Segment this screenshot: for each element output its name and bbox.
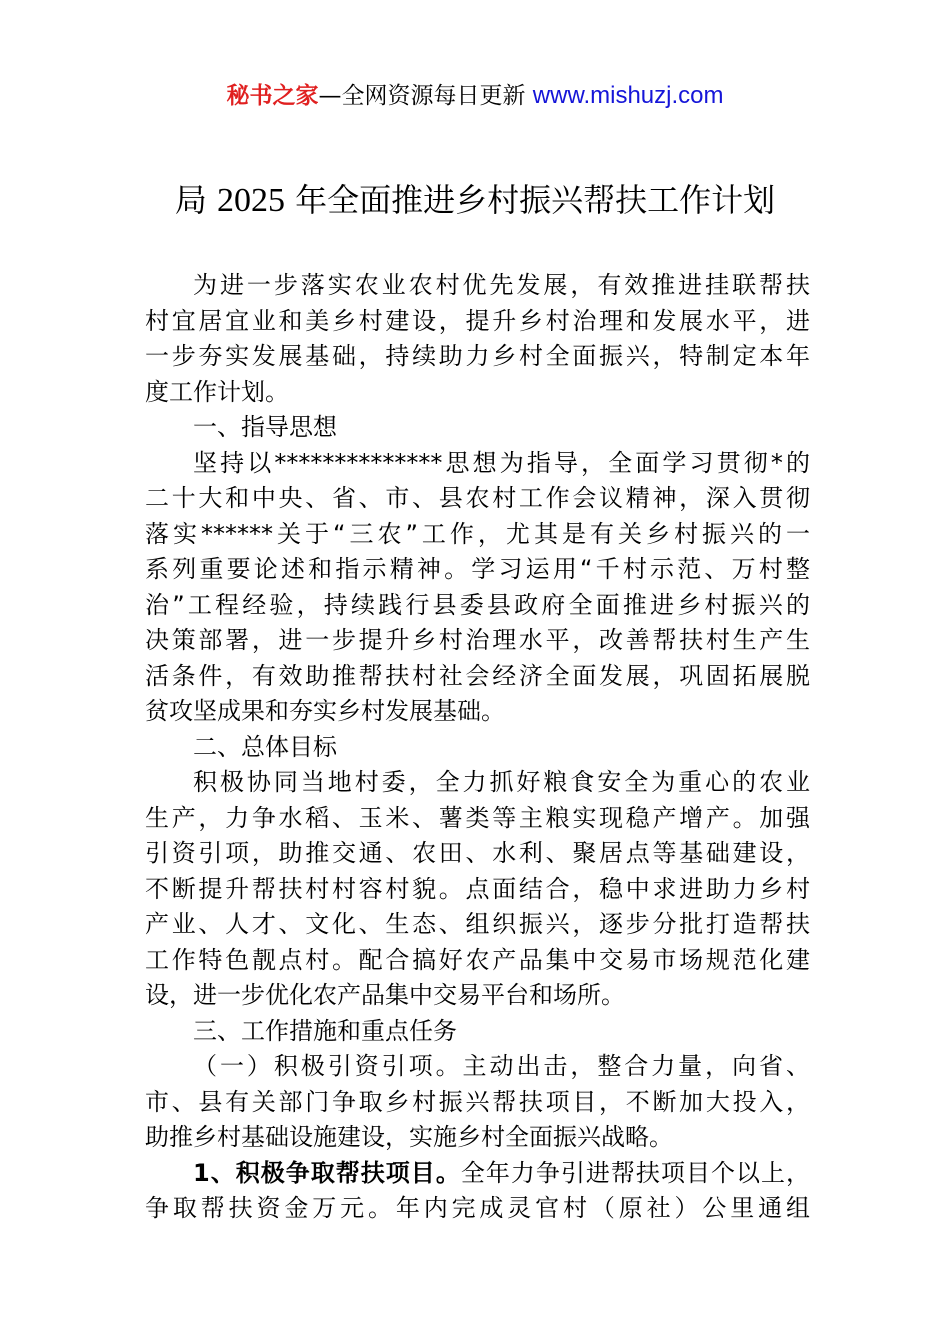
text-line: 村宜居宜业和美乡村建设，提升乡村治理和发展水平，进 bbox=[145, 306, 810, 335]
site-brand: 秘书之家 bbox=[226, 83, 319, 109]
subsection-heading: 1、积极争取帮扶项目。 bbox=[193, 1158, 461, 1187]
text-line: 决策部署，进一步提升乡村治理水平，改善帮扶村生产生 bbox=[145, 626, 810, 654]
title-year: 2025 bbox=[217, 182, 285, 219]
text-line: 不断提升帮扶村村容村貌。点面结合，稳中求进助力乡村 bbox=[145, 874, 810, 903]
text-line: 争取帮扶资金万元。年内完成灵官村（原社）公里通组 bbox=[145, 1194, 810, 1222]
section-heading: 二、总体目标 bbox=[193, 732, 337, 761]
text-line bbox=[145, 1156, 810, 1192]
title-prefix: 局 bbox=[174, 181, 217, 219]
text-line: 活条件，有效助推帮扶村社会经济全面发展，巩固拓展脱 bbox=[145, 661, 810, 690]
text-line: 系列重要论述和指示精神。学习运用“千村示范、万村整 bbox=[145, 555, 810, 583]
text-line: 生产，力争水稻、玉米、薯类等主粮实现稳产增产。加强 bbox=[145, 803, 810, 832]
text-line: 度工作计划。 bbox=[145, 377, 289, 406]
text-line: 坚持以**************思想为指导，全面学习贯彻*的 bbox=[193, 448, 810, 477]
text-line: （一）积极引资引项。主动出击，整合力量，向省、 bbox=[193, 1052, 810, 1080]
text-line: 二十大和中央、省、市、县农村工作会议精神，深入贯彻 bbox=[145, 484, 810, 512]
text-line: 产业、人才、文化、生态、组织振兴，逐步分批打造帮扶 bbox=[145, 910, 810, 938]
text-line: 工作特色靓点村。配合搞好农产品集中交易市场规范化建 bbox=[145, 945, 810, 974]
text-line: 为进一步落实农业农村优先发展，有效推进挂联帮扶 bbox=[193, 271, 810, 299]
text-line: 助推乡村基础设施建设，实施乡村全面振兴战略。 bbox=[145, 1123, 673, 1151]
text-line: 贫攻坚成果和夯实乡村发展基础。 bbox=[145, 697, 505, 725]
text-line: 积极协同当地村委，全力抓好粮食安全为重心的农业 bbox=[193, 768, 810, 796]
text-line: 市、县有关部门争取乡村振兴帮扶项目，不断加大投入， bbox=[145, 1087, 810, 1116]
text-line-rest: 全年力争引进帮扶项目个以上， bbox=[460, 1158, 811, 1187]
site-header bbox=[0, 80, 950, 112]
document-body bbox=[145, 268, 810, 1227]
section-heading: 三、工作措施和重点任务 bbox=[193, 1016, 457, 1045]
site-slogan: —全网资源每日更新 bbox=[318, 83, 533, 109]
text-line: 落实******关于“三农”工作，尤其是有关乡村振兴的一 bbox=[145, 519, 810, 548]
title-suffix: 年全面推进乡村振兴帮扶工作计划 bbox=[285, 181, 776, 219]
text-line: 引资引项，助推交通、农田、水利、聚居点等基础建设， bbox=[145, 839, 810, 867]
text-line: 设，进一步优化农产品集中交易平台和场所。 bbox=[145, 981, 625, 1009]
site-url-link[interactable]: www.mishuzj.com bbox=[532, 82, 724, 109]
text-line: 治”工程经验，持续践行县委县政府全面推进乡村振兴的 bbox=[145, 590, 810, 619]
section-heading: 一、指导思想 bbox=[193, 413, 337, 441]
document-title bbox=[0, 178, 950, 223]
text-line: 一步夯实发展基础，持续助力乡村全面振兴，特制定本年 bbox=[145, 342, 810, 370]
